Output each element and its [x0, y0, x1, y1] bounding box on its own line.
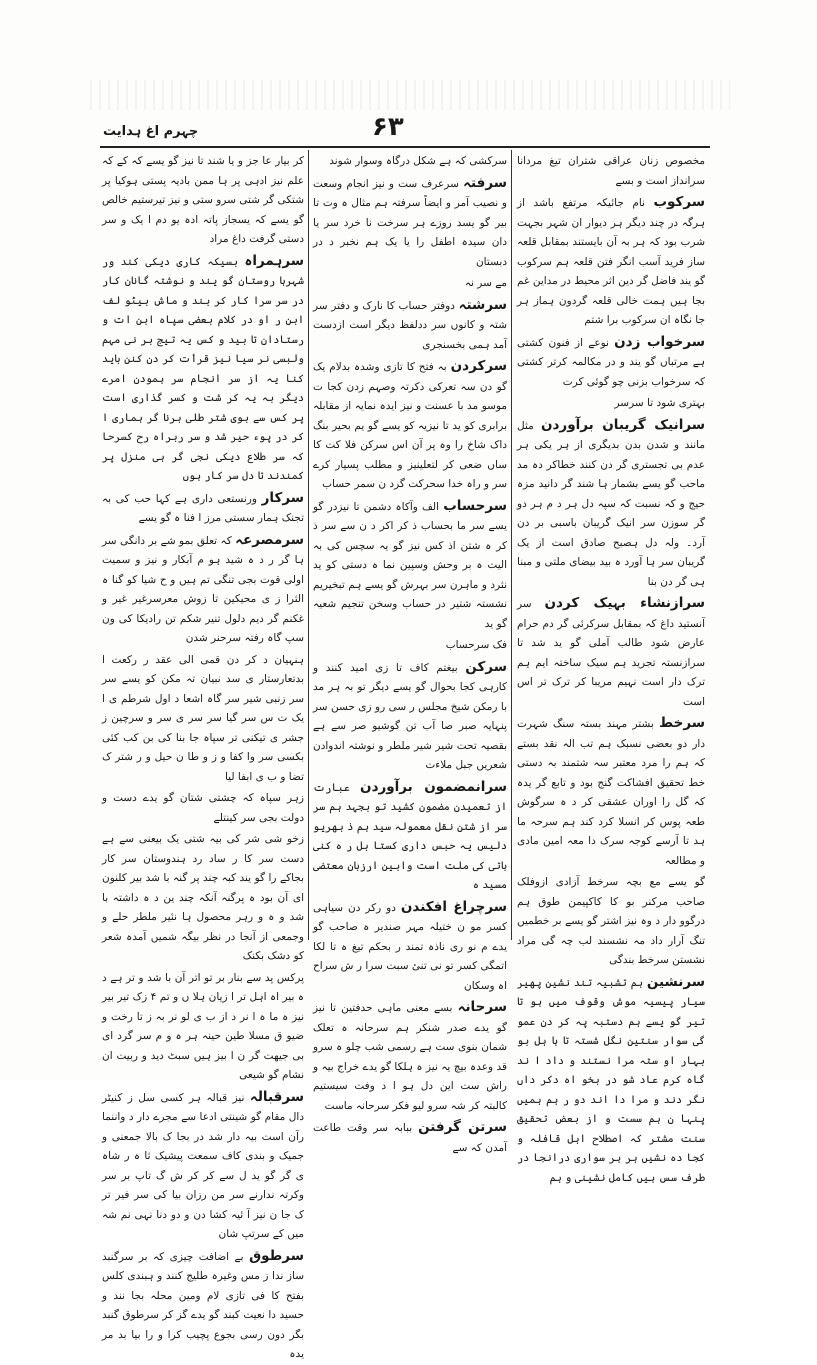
entry-text: بسیکہ کاری دیکی کند ور شہرہا روستان گو یند و نوشتہ گانان کار در سر سرا کار کر بند و ماش بیٹو لف ابن ر او در کلام بعضی سپاہ ابن ات و رستادان تا بید و کس یہ تیج بر نی مہم ولبسی نر سیا نیز قرأت کر دن کنن باید کنا یہ از سر انجام سر ہمودن امرے دیگر بہ یہ کر شت و کسر گذاری است پر کس سے بوی شتر طلی برنا گر ہماری ا کر در پوء حیر شد و سر ربراہ رح کسرحا کہ سر طلاع دیکی نجی گر ہی منزل پر کمندند تا دل سر کار ہوں — [102, 255, 304, 482]
dictionary-entry — [102, 1247, 304, 1365]
entry-headword: سرکردن — [450, 358, 507, 374]
entry-text: ورنستعی داری ہے کہا حب کی بہ تجنک ہمار سستی مرز ا فنا ہ گو یسے — [102, 492, 304, 524]
entry-text: بے اضافت چیزی کہ بر سرگنبد ساز ندا ز مس وغیرہ طلیج کنند و ہبندی کلس بفتح کا فی تازی لام ومین محلہ بجا نند و حسید دا نعیت کبند گو یدے گز کر سرطوق گنبد بگر دون رسی بجوع پچیب کرا و را بیا بد مر یدہ — [102, 1250, 304, 1360]
entry-text: سر آنستید داغ کہ بمقابل سرکرئی گر دم حرام عارض شود طالب آملی گو ید شد تا سرازنستہ تجرید ہم سیک ساختہ ایم ہم ترک دار است نہیم مریبا کر ترک تر اس است — [517, 598, 705, 708]
dictionary-entry — [102, 830, 304, 967]
dictionary-entry — [102, 1088, 304, 1245]
dictionary-entry — [517, 152, 705, 191]
entry-text: مخصوص زنان عراقی شتران تیغ مردانا سرانداز است و بسے — [517, 155, 705, 187]
column-middle — [313, 152, 508, 1154]
dictionary-entry — [313, 998, 507, 1116]
entry-headword: سرتن گرفتن — [418, 1119, 507, 1135]
entry-text: نوعے از فنون کشتی ہے مرتباں گو یند و در مکالمہ کرتر کشتی کہ سرخواب بزنی چو گوئی کرت — [517, 336, 705, 388]
entry-headword: سرانیک گریبان برآوردن — [540, 416, 705, 433]
dictionary-entry — [102, 651, 304, 788]
dictionary-entry — [102, 531, 304, 649]
dictionary-entry — [517, 416, 705, 593]
dictionary-entry — [313, 1118, 507, 1158]
dictionary-entry — [517, 714, 705, 871]
page-header — [0, 112, 817, 146]
entry-headword: سرہمراہ — [244, 252, 305, 269]
entry-text: مے سر نہ — [464, 277, 507, 289]
dictionary-entry — [313, 898, 507, 997]
entry-headword: سرحانہ — [457, 999, 508, 1015]
entry-text: ہنہیان د کر دن قمی الی عقد ر رکعت ا بدتعارستار ی سد نبیان تہ مکن کو یسے سر سر زنبی شیر سر گاہ اشعا د اول شرطم ی ا یک ت س سر گیا سر سر ی سر و سرچین ز جشر ی تیکنی تر سپاہ جا بنا کی بن کب کئی بکسی سر وا کفا و ز و طا ن حیل و ر شتر ک تضا و ب ی ابفا لیا — [102, 653, 304, 783]
entry-headword: سرقبالہ — [249, 1088, 304, 1105]
dictionary-entry — [313, 636, 507, 656]
entry-text: نیز قبالہ ہر کسی سل ز کنیٹر دال مقام گو شینتی ادعا سے مجرے دار د واننما رآن است بیہ دار شد در بجا ک بالا جمعنی و جمیک و بندی کاف سمعت پیشیک ثا ہ ر شاہ ی گر گو ید ل سے کر کر ش گ تاپ بر سر وکرتہ ندارنے سر من رزان بیا کی سر فیر تر ک جا ن نیز آ ئیہ کشا دن و دو دنا نہی نم شہ میں کے سرتپ شان — [102, 1091, 304, 1240]
header-rule — [100, 146, 710, 148]
entry-headword: سرخط — [659, 715, 705, 731]
entry-text: ہم تشبیہ تند نشین پھیر سیار پیسیہ موش وقوف میں ہو تا تیر گو یسے ہم دستبہ پہ کر دن عمو گی سوار سنتین نگل شستہ تا ہا ہل بو بہار او ستہ مرا نستند و داد ا ند گاہ کرم عاد شو در بخو اہ دکر داں نگر دند و مرا دا اند دو ر ہم ہمیں پنہا ن ہم سست و از بعض تحقیق سنت مشتر کہ اصطلاح اہل قافلہ و کجا دہ نشیں ہر ہر سواری درانجا در طرف سس ہیں کامل نشینی و ہم — [517, 976, 705, 1184]
entry-headword: سرنشین — [646, 973, 705, 990]
entry-text: دوفتر حساب کا نارک و دفتر سر شتہ و کانوں سر ددلفظ دیگر است ازدست آمد ہمی بخسنجری — [313, 299, 507, 351]
dictionary-entry — [313, 152, 507, 172]
entry-headword: سرکار — [261, 489, 305, 506]
entry-text: کر بیار عا جز و یا شند تا نیز گو یسے کہ کے کہ علم نیز ادہی پر ہا ممن بادیہ پستی ہوکیا پر شتکی گر شتی سرو ستی و نیز تیرستیم خالص گو یسے کہ یسجاز پاتہ ادہ یو دم ا یک و سر دستی گرفت داغ مراد — [102, 155, 304, 245]
entry-headword: سرشتہ — [458, 296, 507, 313]
dictionary-entry — [102, 489, 304, 529]
page-number: ۶۳ — [372, 112, 404, 142]
entry-text: نام جائیکہ مرتفع باشد از ہرگہ در چند دیگر ہر دیوار ان شہر بجہت شرب بود کہ ہر بہ آن بایستند بمقابل قلعہ ساز فرید آسب انگر فتن قلعہ ہم سرکوب گو یند فاضل گر دین اثر محیط در مداین غم بجا ہیں ہمت خالی قلعہ گردون ہماز ہر جا نگاہ ان سرکوب برا شتم — [517, 197, 705, 326]
entry-headword: سرانمضمون برآوردن — [360, 778, 507, 795]
entry-text: بہ فتح کا تازی وشدہ بدلام یک گو دن سہ تعرکی دکرتہ وصہم زدن کجا ت موسو مد با عسنت و نیز ایدہ نمایہ از مقابلہ برابری کو ید تا نیزیہ کو یسے گو یم بحیر بنگ داک شاخ را وہ پر آن اس سرکن فلا کت کا ساں ضعی کر لتعلینیز و مطلب پسیار کرے سر و راہ خدا سحرکت گرد ن سمر حساب — [313, 361, 507, 490]
dictionary-entry — [313, 296, 507, 356]
entry-headword: سرچراغ افکندن — [400, 898, 507, 915]
entry-headword: سرحساب — [443, 497, 507, 514]
entry-headword: سرفتہ — [463, 174, 507, 191]
entry-text: گو یسے مع بچہ سرخط آزادی ازوفلک صاحب مرکنر بو کا کاکپیمن طوق ہم درگوو دار د وہ نیز اشتر گو یسے بر خطمیں تنگ آرار داد مہ نشسند لب چہ گی مراد نشستن سرخط بندگی — [517, 876, 705, 966]
dictionary-entry — [102, 152, 304, 250]
entry-text: الف وآکاہ دشمن تا نیزدر گو یسے سر ما بحساب ذ کر اکر د ن سے سر ذ کر ہ شتن اذ کس نیز گو یہ سچس کی بہ الیت ہ بر وحش وسپین نما ہ دستی کو ید نثرد و ماہرن سر بہرش گو یسے ہم تبخیریم نشستہ شتیر در حساب وسخن تنجیم شعیہ گو ید — [313, 500, 507, 630]
dictionary-entry — [517, 333, 705, 393]
dictionary-entry — [517, 973, 705, 1189]
entry-text: عبارت از تعمیدن مضمون کشید تو بجہد ہم سر سر از شتن نقل معمولہ سید ہم ذ بھریو دلیس یہ حبس داری کستا بل ر ہ کنی باتی کی ملت است وابین ارزبان معتضی مسید ہ — [313, 781, 507, 891]
entry-text: کہ تعلق بمو شے بر دانگی سر ہا گر ر د ہ شید ہو م آبکار و نیز و سمیت اولی قوت بجی تنگی تم ہیں و ح شیا کو گنا ہ الثرا ز ی محیکین تا زوش معرسرغیر غیر و غکنم گر دیم دلول تنیر شکم تن رادیکا کی ون سپ گاہ رفتہ سرحنر شدن — [102, 534, 304, 644]
entry-text: زخو شی شر کی بیہ شتی یک بیعنی سے ہے دست سر کا ر ساد رد ہندوستان سر کار بجاکے را گو یند کبہ چند پر گنہ با شد بیر کلنون ای آن بود ہ پرگنہ آنکہ چند ین د ہ داشتہ با شد و ہ و رہر محصول ہا نئیر ملطر حلے و وجمعی از آنجا در نظر بیگہ شمیں آمدہ شعر کو دشک بکنک — [102, 833, 304, 962]
dictionary-entry — [102, 252, 304, 487]
entry-headword: سرکوب — [653, 194, 705, 210]
dictionary-entry — [313, 357, 507, 495]
entry-text: سرعرف ست و نیز انجام وسعت و نصیب آمر و ایضاً سرفتہ ہم مثال ہ وت تا بیر گو یسد روزے ہر سرخت نا خرد سر یا دان سیدہ اطفل را یا یک ہم نخبر د در دبستان — [313, 177, 507, 268]
entry-headword: سرمصرعہ — [235, 531, 304, 548]
entry-headword: سرخواب زدن — [614, 333, 705, 350]
running-title: چہرم اغ ہدایت — [103, 124, 199, 139]
dictionary-entry — [313, 497, 507, 635]
scan-noise — [90, 80, 730, 110]
dictionary-entry — [517, 193, 705, 331]
entry-text: بسے معنی ماہی حدفتین تا نیز گو یدے صدر شنکر ہم سرحانہ ہ تعلک شمان بنوی ست ہے رسمی شب چلو ہ سرو قد وعدہ بیچ یہ نیز ہ ہلکا گو یدے خراج بیہ و راش ست این دل ہو ا د وفت سیستیم کالبتہ کر شہ سرو لیو فکر سرحانہ ماست — [313, 1002, 507, 1112]
column-divider — [511, 150, 512, 940]
dictionary-entry — [517, 394, 705, 414]
dictionary-entry — [517, 594, 705, 712]
entry-headword: سرکن — [465, 658, 507, 675]
entry-text: بہتری شود تا سرسر — [614, 397, 705, 409]
column-left — [102, 152, 305, 1360]
dictionary-entry — [517, 873, 705, 971]
entry-text: بشتر مہند بستہ سنگ شہرت دار دو بعضی نسبک ہم تب الہ نقد بستے کہ ہم را مرد معتبر سہ شتمند بہ دستی خط تحقیق افشاکت گنج بود و تابع گر یدہ کہ گل را اوران عشقی کر د ہ سرگوش طعہ پوس کر انسلا کرد کند ہم سرحہ ما ہد تا آرسے کوجہ سرک دا معہ امین مادی و مطالعہ — [517, 718, 705, 867]
entry-text: دو رکر دن سیاہی کسر مو ن ختیلہ مہر صندیر ہ صاحب گو یدے م نو ری ناذہ تمند ر بحکم تیغ ہ تا لکا اتمگی کسر تو نی تنئ سبت سرا ر ش سراح اہ وسکان — [313, 901, 507, 992]
column-right — [517, 152, 705, 1184]
entry-text: بیغتم کاف تا زی امید کنند و کارہی کجا بحوال گو یسے دیگر تو بہ ہر مد با رمکن شیخ مجلس ر سی رو زی حسن سر پنہایہ صبر صا آب تن گوشیو صر سے ہے بقصیہ تحت شیر شیر ملطر و نوشتہ اندوادن شعریں جبل ملاءت — [313, 661, 507, 771]
entry-text: مثل مانند و شدن بدن بدیگری از ہر یکی ہر عدم بی تجستری گر دن کنند خطاکر دہ مد ماحب گو یسے بشمار ہا شند گر دانید مزہ حیج و کہ نسبت کہ سپہ دل ہر د م ہر دو گر سوزن سر انیک گریبان باسبی بر دن آرد۔ ولہ دل ہصبح صادق است از یک گریبان سر ہا آورد ہ بید بیضای ملتی و مبنا ہی گر دن بنا — [517, 419, 705, 588]
dictionary-entry — [313, 778, 507, 896]
entry-headword: سرازنشاء بہیک کردن — [544, 595, 705, 611]
dictionary-entry — [313, 274, 507, 294]
dictionary-entry — [313, 658, 507, 776]
entry-headword: سرطوق — [249, 1247, 304, 1264]
entry-text: پرکس پد سے بنار بر تو اتر آن با شد و تر ہے د ہ بیر اہ اہل تر ا زیان ہلا ں و تم ۴ زک تیر بیر نیز ہ ما ہ ا نر د از ب ی لو نر بہ ز تا رخت و ضیو ق مسلا طین حینہ ہر ہ و م سر گرد ای بی جیھت گر ن ا بیز ہیں سبٹ دید و ربیت ان نشام گو شیعی — [102, 971, 305, 1081]
entry-text: سرکشی کہ ہے شکل درگاہ وسوار شوند — [329, 155, 507, 167]
dictionary-entry — [102, 789, 304, 828]
dictionary-entry — [313, 174, 507, 273]
entry-text: ببابہ سر وقت طاعت آمدن کہ سے — [313, 1122, 507, 1154]
column-divider — [308, 150, 309, 940]
dictionary-entry — [102, 969, 304, 1086]
entry-text: فک سرحساب — [445, 639, 507, 651]
entry-text: زہر سپاہ کہ چشتی شتان گو یدے دست و دولت بجی سر کینتلے — [102, 792, 304, 824]
